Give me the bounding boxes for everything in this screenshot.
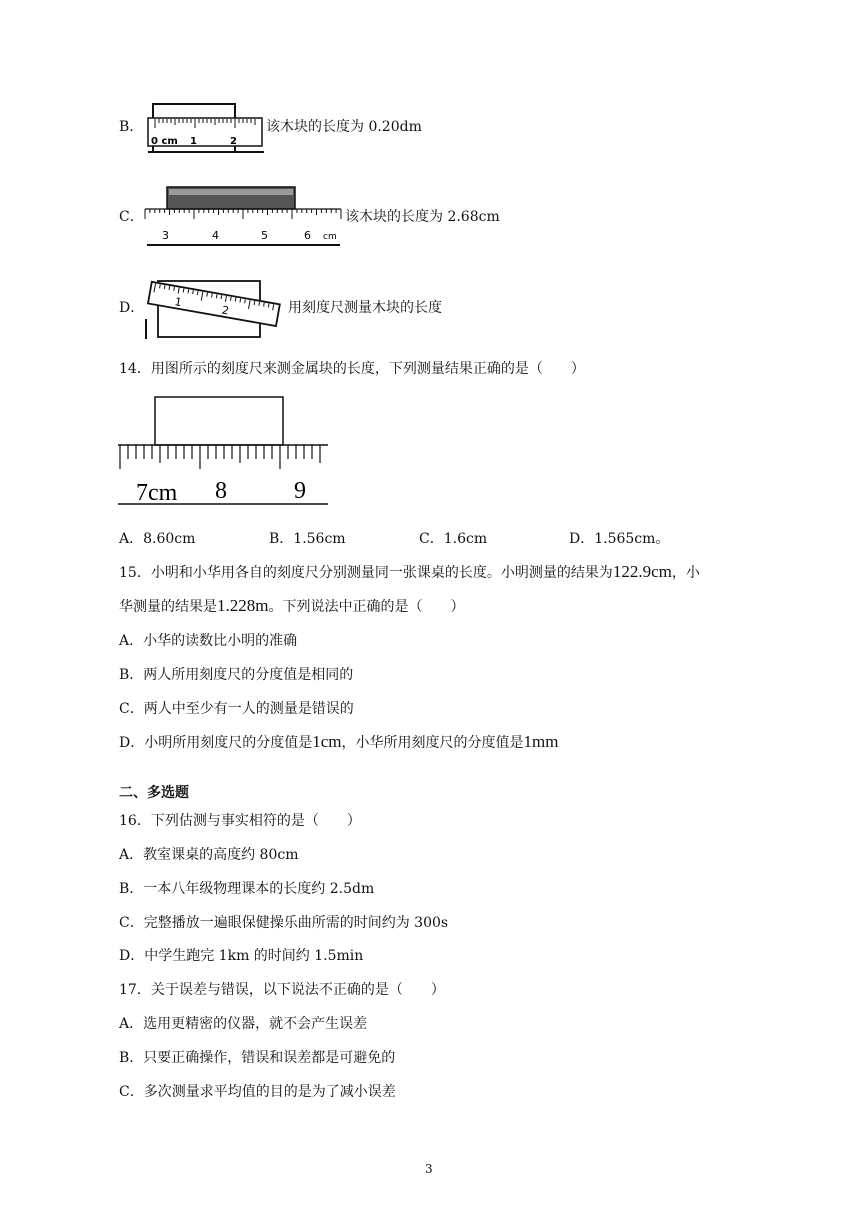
q14-ruler-figure [118, 396, 330, 508]
q14-stem: 14．用图所示的刻度尺来测金属块的长度，下列测量结果正确的是（ ） [119, 361, 585, 377]
q15-stem-line1 [119, 563, 700, 582]
q13-option-d-letter: D． [119, 300, 145, 316]
q13-option-c-letter: C． [119, 209, 144, 225]
q17-option-b: B．只要正确操作，错误和误差都是可避免的 [119, 1050, 396, 1066]
q15-option-d-unit2: 1mm [523, 732, 559, 751]
q14-option-c: C．1.6cm [419, 531, 488, 547]
q13-option-b-letter: B． [119, 119, 144, 135]
q13-d-tick-2: 2 [220, 303, 230, 318]
q15-stem-line1-a: 15．小明和小华用各自的刻度尺分别测量同一张课桌的长度。小明测量的结果为 [119, 565, 613, 581]
q16-option-c: C．完整播放一遍眼保健操乐曲所需的时间约为 300s [119, 915, 449, 931]
q13-option-b-figure [147, 103, 265, 155]
q17-stem: 17．关于误差与错误，以下说法不正确的是（ ） [119, 982, 445, 998]
q16-option-d: D．中学生跑完 1km 的时间约 1.5min [119, 948, 364, 964]
q15-option-c: C．两人中至少有一人的测量是错误的 [119, 701, 354, 717]
q17-option-a: A．选用更精密的仪器，就不会产生误差 [119, 1016, 368, 1032]
q14-option-a: A．8.60cm [119, 531, 196, 547]
q17-option-c: C．多次测量求平均值的目的是为了减小误差 [119, 1084, 396, 1100]
q13-b-tick-1: 1 [190, 136, 197, 147]
q13-b-tick-2: 2 [230, 136, 237, 147]
page-number: 3 [425, 1162, 433, 1176]
q13-option-c-figure [145, 185, 345, 247]
q13-c-tick-6: 6 [304, 229, 311, 242]
q13-c-tick-3: 3 [162, 229, 169, 242]
q13-option-d-figure [144, 279, 284, 341]
q15-option-d-a: D．小明所用刻度尺的分度值是 [119, 735, 313, 751]
q15-option-d [119, 733, 558, 752]
q13-d-tick-1: 1 [173, 295, 183, 310]
q14-ruler-label-7cm: 7cm [136, 480, 178, 506]
q15-option-d-unit1: 1cm [312, 732, 342, 751]
q14-ruler-label-8: 8 [215, 478, 227, 504]
q13-b-tick-0: 0 cm [151, 136, 178, 147]
q14-option-d: D．1.565cm。 [569, 531, 670, 547]
q13-option-c-text: 该木块的长度为 2.68cm [345, 209, 500, 225]
q13-c-tick-4: 4 [212, 229, 219, 242]
q15-stem-line2-a: 华测量的结果是 [119, 599, 217, 615]
q13-c-tick-5: 5 [261, 229, 268, 242]
q13-option-d-text: 用刻度尺测量木块的长度 [288, 300, 442, 316]
section-heading: 二、多选题 [119, 785, 189, 801]
q15-value-xiaohua: 1.228m [217, 596, 269, 615]
q15-stem-line1-b: ，小 [671, 565, 700, 581]
q15-option-b: B．两人所用刻度尺的分度值是相同的 [119, 667, 354, 683]
q15-value-mingming: 122.9cm [612, 562, 672, 581]
q16-option-a: A．教室课桌的高度约 80cm [119, 847, 299, 863]
q13-option-b-text: 该木块的长度为 0.20dm [266, 119, 422, 135]
q15-option-d-b: ，小华所用刻度尺的分度值是 [341, 735, 524, 751]
q15-stem-line2-b: 。下列说法中正确的是（ ） [268, 599, 465, 615]
q16-stem: 16．下列估测与事实相符的是（ ） [119, 813, 361, 829]
q16-option-b: B．一本八年级物理课本的长度约 2.5dm [119, 881, 375, 897]
q13-c-tick-unit: cm [323, 232, 337, 242]
q15-option-a: A．小华的读数比小明的准确 [119, 633, 298, 649]
q14-ruler-label-9: 9 [294, 478, 306, 504]
q14-option-b: B．1.56cm [269, 531, 346, 547]
q15-stem-line2 [119, 597, 464, 616]
